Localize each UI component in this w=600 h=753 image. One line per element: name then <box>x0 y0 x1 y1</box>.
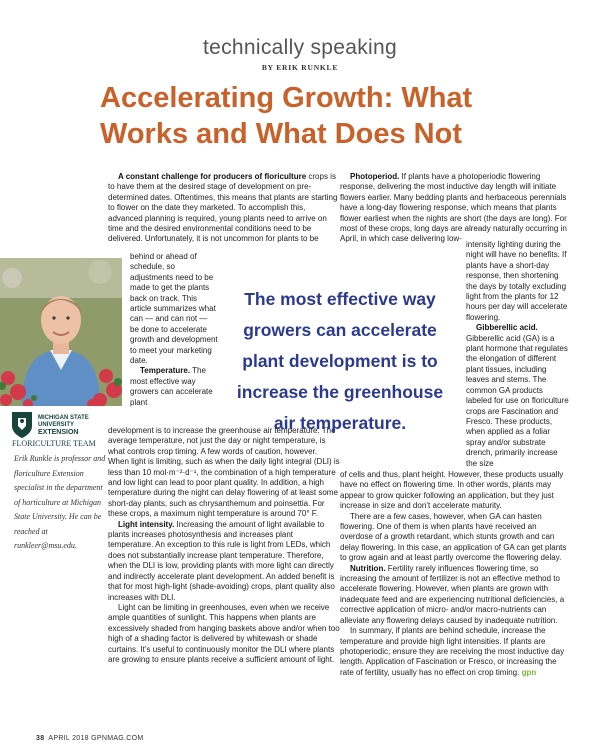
paragraph: Fertility rarely influences flowering time, so increasing the amount of fertilizer is not an effective method to accelerate flowering. However, when plants are grown with inadequate feed and are experiencing nutritional deficiencies, a corrective application of micro- and/or macro-nutrients can alleviate any flowering delays caused by inadequate nutrition. <box>340 563 565 625</box>
paragraph: Light can be limiting in greenhouses, even when we receive ample quantities of sunlight. This happens when plants are excessively shaded from hanging baskets above and/or when too high of a shading factor is delivered by whitewash or shade curtains. It’s useful to continuously monitor the DLI where plants are growing to ensure plants receive a sufficient amount of light. <box>108 602 340 664</box>
author-photo-illustration <box>0 258 122 406</box>
column-2-top <box>340 172 570 245</box>
paragraph: Increasing the amount of light available to plants increases photosynthesis and increases plant temperature. An exception to this rule is light from LEDs, which does not substantially increase plant temperature. Therefore, when the DLI is low, providing plants with more light can directly and indirectly accelerate plant development. An added benefit is that for most high-light (shade-avoiding) crops, plant quality also increases with DLI. <box>108 519 335 602</box>
msu-extension-logo <box>8 408 116 448</box>
subhead-gibberellic: Gibberellic acid. <box>476 323 538 333</box>
issue-date: APRIL 2018 <box>48 735 89 742</box>
msu-logo-mark <box>8 408 116 448</box>
department-header: technically speaking <box>203 36 397 59</box>
site-name: GPNMAG.COM <box>91 735 144 742</box>
paragraph: The most effective way growers can accelerate plant <box>130 366 213 407</box>
page-footer <box>36 735 144 742</box>
paragraph: of cells and thus, plant height. However, these products usually have no effect on flowering time. In other words, plants may appear to grow quicker following an application, but they just increase in size and don’t accelerate maturity. <box>340 470 564 511</box>
paragraph: Gibberellic acid (GA) is a plant hormone that regulates the elongation of different plant tissues, including leaves and stems. The common GA products labeled for use on floriculture crops are Fascination and Fresco. These products, when applied as a foliar spray and/or substrate drench, primarily increase the size <box>466 333 569 468</box>
column-1-intro <box>108 172 340 245</box>
pull-quote: The most effective way growers can accelerate plant development is to increase the greenhouse air temperature. <box>236 289 444 433</box>
column-1-body <box>108 426 340 665</box>
logo-line-3: EXTENSION <box>38 429 79 436</box>
author-photo <box>0 258 122 406</box>
byline: BY ERIK RUNKLE <box>261 63 339 72</box>
paragraph: In summary, if plants are behind schedule, increase the temperature and provide high light intensities. If plants are photoperiodic, ensure they are receiving the most inductive day length. Application of Fascination or Fresco, or increasing the rate of fertility, usually has no effect on crop timing. <box>340 626 565 677</box>
paragraph: There are a few cases, however, when GA can hasten flowering. One of them is when plants have received an overdose of a growth retardant, which stunts growth and can delay flowering. In this case, an application of GA can get plants to grow again and at least partly overcome the flowering delay. <box>340 511 567 563</box>
logo-team: FLORICULTURE TEAM <box>12 439 96 448</box>
paragraph: crops is to have them at the desired stage of development on pre-determined dates. Oftentimes, this means that plants are starting to flower on the date they marketed. To accomplish this, advanced planning is required, young plants need to arrive on time and the desired environmental conditions need to be delivered. Unfortunately, it is not uncommon for plants to be <box>108 172 338 244</box>
paragraph: intensity lighting during the night will have no benefits. If plants have a short-day response, then shortening the days by totally excluding light from the plants for 12 hours per day will accelerate flowering. <box>466 240 568 322</box>
column-2-body <box>340 470 570 678</box>
subhead-temperature: Temperature. <box>140 366 191 376</box>
article-title: Accelerating Growth: What Works and What Does Not <box>100 82 473 150</box>
subhead-photoperiod: Photoperiod. <box>350 172 400 181</box>
lead-in: A constant challenge for producers of floriculture <box>118 172 307 181</box>
logo-line-2: UNIVERSITY <box>38 422 75 428</box>
page-number: 38 <box>36 735 45 742</box>
paragraph: behind or ahead of schedule, so adjustments need to be made to get the plants back on track. This article summarizes what can — and can not — be done to accelerate growth and development to meet your marketing date. <box>130 252 218 366</box>
author-bio: Erik Runkle is professor and floriculture Extension specialist in the department of horticulture at Michigan State University. He can be reached at runkleer@msu.edu. <box>14 454 106 550</box>
paragraph: If plants have a photoperiodic flowering response, delivering the most inductive day length will initiate flowers earlier. Many bedding plants and herbaceous perennials have a long-day flowering response, which means that plants flower earliest when the nights are short (the days are long). For most of these crops, long days are already naturally occurring in April, in which case delivering low- <box>340 172 567 244</box>
logo-line-1: MICHIGAN STATE <box>38 415 89 421</box>
paragraph: development is to increase the greenhouse air temperature. The average temperature, not just the day or night temperature, is what controls crop timing. A few words of caution, however. When light is limiting, such as when the daily light integral (DLI) is less than 10 mol·m⁻²·d⁻¹, the combination of a high temperature and low light can lead to poor plant quality. In addition, a high temperature during the night can delay flowering of at least some short-day plants, such as chrysanthemum and poinsettia. For these crops, a maximum night temperature is around 70° F. <box>108 426 340 519</box>
column-2-wrap <box>466 240 570 469</box>
subhead-nutrition: Nutrition. <box>350 563 386 573</box>
end-mark: gpn <box>521 667 537 677</box>
column-1-wrap <box>130 252 218 408</box>
subhead-light: Light intensity. <box>118 519 175 529</box>
